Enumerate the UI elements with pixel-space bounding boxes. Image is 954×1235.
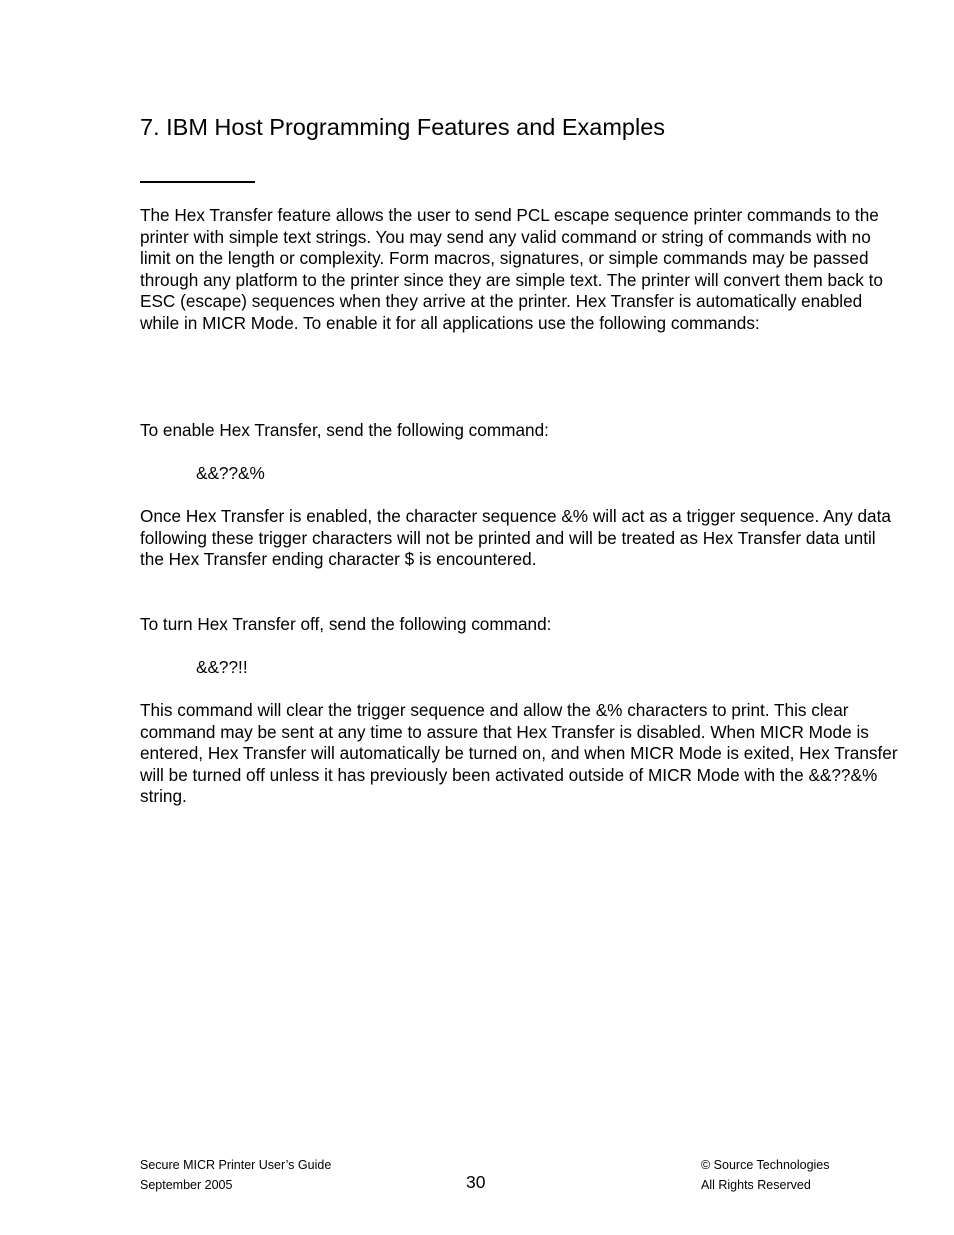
disable-explanation: This command will clear the trigger sequence and allow the &% characters to print. This clear command may be sent at any time to assure that Hex Transfer is disabled. When MICR Mode is entered, Hex Transfer will automatically be turned on, and when MICR Mode is exited, Hex Transfer will be turned off unless it has previously been activated outside of MICR Mode with the &&??&% string. <box>140 700 898 807</box>
disable-instruction: To turn Hex Transfer off, send the following command: <box>140 614 552 634</box>
enable-command: &&??&% <box>196 463 265 483</box>
footer-guide-title: Secure MICR Printer User’s Guide <box>140 1158 332 1172</box>
footer-copyright: © Source Technologies <box>701 1158 830 1172</box>
footer-left <box>140 1155 331 1195</box>
footer-right <box>701 1155 830 1195</box>
enable-instruction: To enable Hex Transfer, send the following command: <box>140 420 549 440</box>
footer-rights: All Rights Reserved <box>701 1178 811 1192</box>
section-rule <box>140 181 255 183</box>
intro-paragraph: The Hex Transfer feature allows the user to send PCL escape sequence printer commands to the printer with simple text strings. You may send any valid command or string of commands with no limit on the length or complexity. Form macros, signatures, or simple commands may be passed through any platform to the printer since they are simple text. The printer will convert them back to ESC (escape) sequences when they arrive at the printer. Hex Transfer is automatically enabled while in MICR Mode. To enable it for all applications use the following commands: <box>140 205 883 333</box>
section-heading: 7. IBM Host Programming Features and Examples <box>140 114 666 140</box>
enable-explanation: Once Hex Transfer is enabled, the character sequence &% will act as a trigger sequence. Any data following these trigger characters will not be printed and will be treated as Hex Transfer data until the Hex Transfer ending character $ is encountered. <box>140 506 891 570</box>
disable-command: &&??!! <box>196 657 248 677</box>
footer-date: September 2005 <box>140 1178 233 1192</box>
page-number: 30 <box>466 1172 486 1192</box>
